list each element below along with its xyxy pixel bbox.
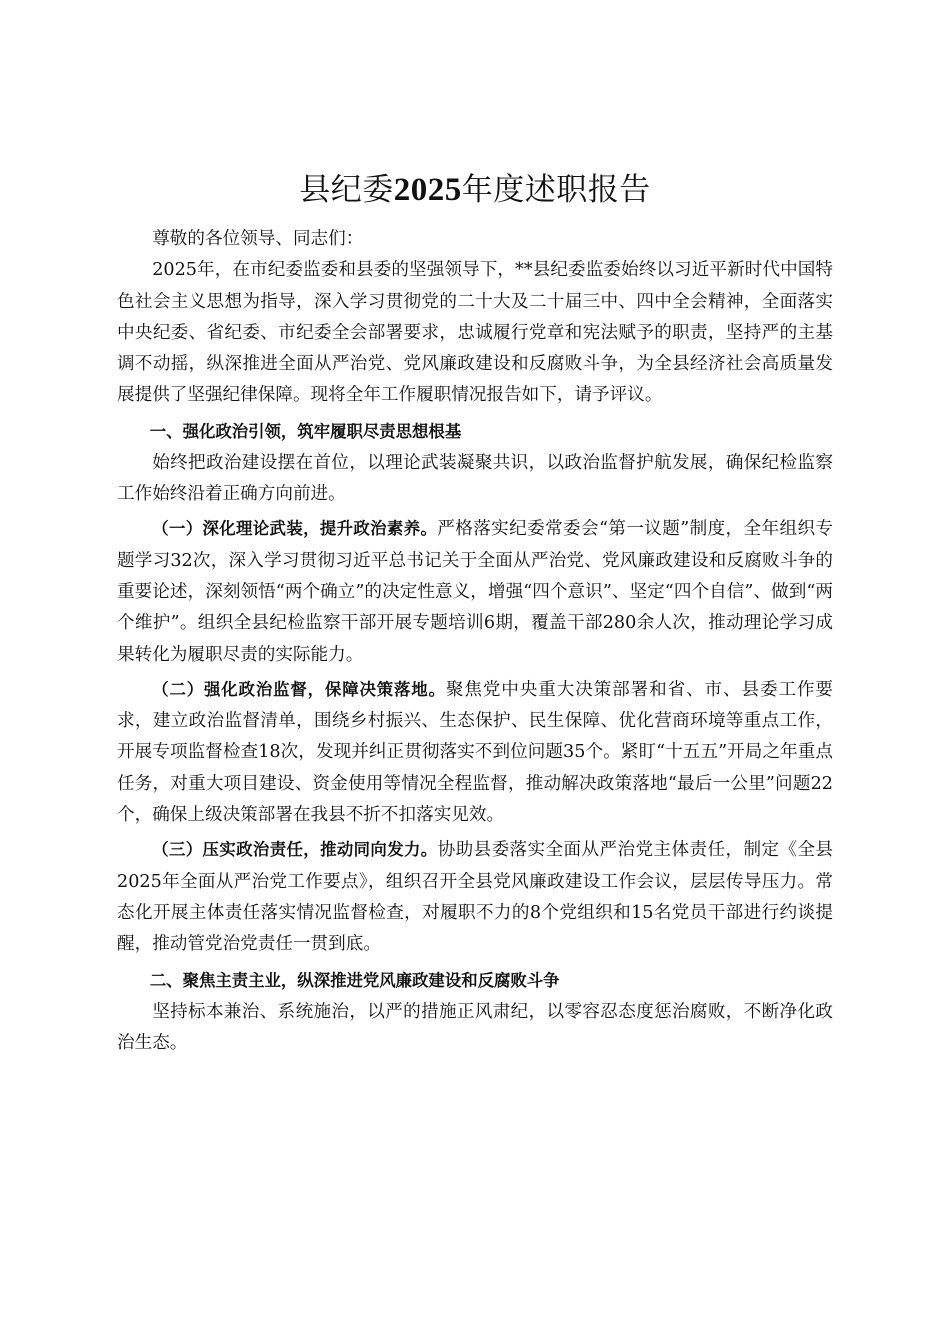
item-body: 聚焦党中央重大决策部署和省、市、县委工作要求，建立政治监督清单，围绕乡村振兴、生态保护、民生保障、优化营商环境等重点工作，开展专项监督检查18次，发现并纠正贯彻落实不到位问题35个。紧盯“十五五”开局之年重点任务，对重大项目建设、资金使用等情况全程监督，推动解决政策落地“最后一公里”问题22个，确保上级决策部署在我县不折不扣落实见效。 [117, 679, 833, 826]
intro-paragraph: 2025年，在市纪委监委和县委的坚强领导下，**县纪委监委始终以习近平新时代中国特色社会主义思想为指导，深入学习贯彻党的二十大及二十届三中、四中全会精神，全面落实中央纪委、省纪委、市纪委全会部署要求，忠诚履行党章和宪法赋予的职责，坚持严的主基调不动摇，纵深推进全面从严治党、党风廉政建设和反腐败斗争，为全县经济社会高质量发展提供了坚强纪律保障。现将全年工作履职情况报告如下，请予评议。 [117, 260, 833, 406]
item-body: 协助县委落实全面从严治党主体责任，制定《全县2025年全面从严治党工作要点》，组织召开全县党风廉政建设工作会议，层层传导压力。常态化开展主体责任落实情况监督检查，对履职不力的8个党组织和15名党员干部进行约谈提醒，推动管党治党责任一贯到底。 [117, 840, 833, 955]
section1-heading: 一、强化政治引领，筑牢履职尽责思想根基 [149, 421, 462, 441]
title-year: 2025 [393, 172, 462, 208]
document-title [117, 164, 833, 216]
greeting: 尊敬的各位领导、同志们： [152, 229, 364, 249]
title-suffix: 年度述职报告 [461, 172, 651, 208]
item-lead: （三）压实政治责任，推动同向发力。 [152, 840, 438, 860]
section2-intro: 坚持标本兼治、系统施治，以严的措施正风肃纪，以零容忍态度惩治腐败，不断净化政治生态。 [117, 1001, 833, 1053]
section1-intro: 始终把政治建设摆在首位，以理论武装凝聚共识，以政治监督护航发展，确保纪检监察工作始终沿着正确方向前进。 [117, 452, 833, 505]
item-body: 严格落实纪委常委会“第一议题”制度，全年组织专题学习32次，深入学习贯彻习近平总书记关于全面从严治党、党风廉政建设和反腐败斗争的重要论述，深刻领悟“两个确立”的决定性意义，增强“四个意识”、坚定“四个自信”、做到“两个维护”。组织全县纪检监察干部开展专题培训6期，覆盖干部280余人次，推动理论学习成果转化为履职尽责的实际能力。 [117, 519, 834, 665]
item-lead: （二）强化政治监督，保障决策落地。 [152, 679, 446, 699]
section1-item-1 [117, 513, 833, 670]
document-body [117, 164, 833, 1059]
title-prefix: 县纪委 [299, 172, 394, 208]
section1-item-2 [117, 674, 833, 831]
item-lead: （一）深化理论武装，提升政治素养。 [152, 519, 438, 539]
section1-item-3 [117, 834, 833, 960]
section2-heading: 二、聚焦主责主业，纵深推进党风廉政建设和反腐败斗争 [149, 970, 560, 990]
